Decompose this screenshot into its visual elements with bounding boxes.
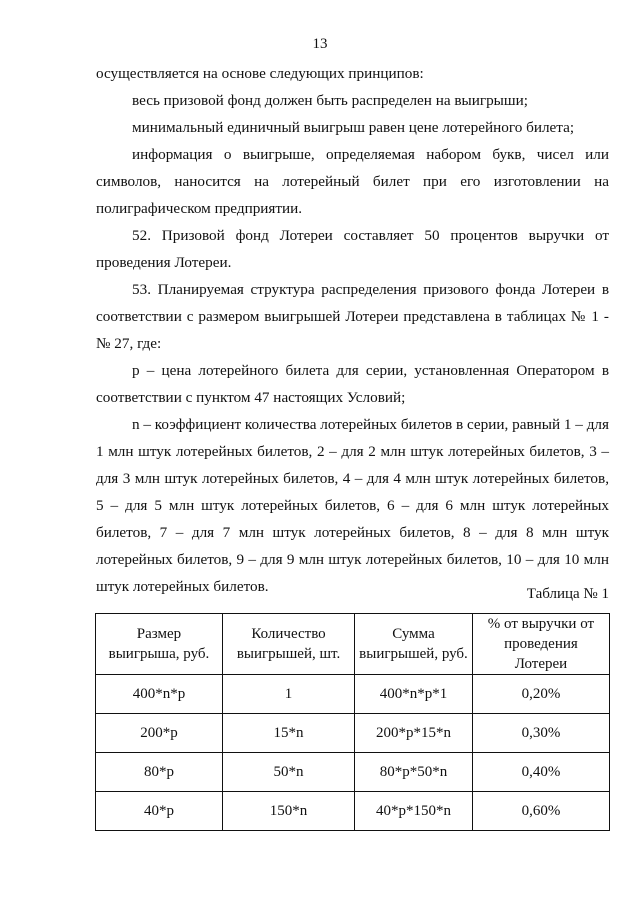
table-row: [96, 714, 610, 753]
cell-prize-sum: 80*p*50*n: [355, 753, 473, 792]
cell-prize-count: 15*n: [222, 714, 354, 753]
page-number: 13: [312, 36, 328, 52]
cell-revenue-percent: 0,20%: [472, 675, 609, 714]
cell-prize-count: 150*n: [222, 792, 354, 831]
header-prize-count: Количество выигрышей, шт.: [222, 614, 354, 675]
cell-prize-size: 80*p: [96, 753, 223, 792]
cell-prize-count: 1: [222, 675, 354, 714]
cell-prize-sum: 400*n*p*1: [355, 675, 473, 714]
paragraph-continuation: осуществляется на основе следующих принципов:: [96, 65, 424, 82]
cell-prize-size: 400*n*p: [96, 675, 223, 714]
cell-prize-size: 200*p: [96, 714, 223, 753]
table-header-row: [96, 614, 610, 675]
definition-p: p – цена лотерейного билета для серии, установленная Оператором в соответствии с пунктом 47 настоящих Условий;: [96, 362, 609, 406]
principle-item: информация о выигрыше, определяемая набором букв, чисел или символов, наносится на лотерейный билет при его изготовлении на полиграфическом предприятии.: [96, 146, 609, 217]
header-prize-size: Размер выигрыша, руб.: [96, 614, 223, 675]
body-text: [96, 60, 609, 600]
table-row: [96, 753, 610, 792]
table-caption: Таблица № 1: [526, 586, 609, 602]
definition-n: n – коэффициент количества лотерейных билетов в серии, равный 1 – для 1 млн штук лотерейных билетов, 2 – для 2 млн штук лотерейных билетов, 3 – для 3 млн штук лотерейных билетов, 4 – для 4 млн штук лотерейных билетов, 5 – для 5 млн штук лотерейных билетов, 6 – для 6 млн штук лотерейных билетов, 7 – для 7 млн штук лотерейных билетов, 8 – для 8 млн штук лотерейных билетов, 9 – для 9 млн штук лотерейных билетов, 10 – для 10 млн штук лотерейных билетов.: [96, 416, 609, 595]
cell-revenue-percent: 0,30%: [472, 714, 609, 753]
header-prize-sum: Сумма выигрышей, руб.: [355, 614, 473, 675]
table-row: [96, 792, 610, 831]
principle-item: весь призовой фонд должен быть распределен на выигрыши;: [132, 92, 528, 109]
cell-prize-sum: 40*p*150*n: [355, 792, 473, 831]
cell-revenue-percent: 0,40%: [472, 753, 609, 792]
cell-prize-count: 50*n: [222, 753, 354, 792]
header-revenue-percent: % от выручки от проведения Лотереи: [472, 614, 609, 675]
table-row: [96, 675, 610, 714]
principle-item: минимальный единичный выигрыш равен цене лотерейного билета;: [132, 119, 575, 136]
cell-revenue-percent: 0,60%: [472, 792, 609, 831]
cell-prize-size: 40*p: [96, 792, 223, 831]
clause-53: 53. Планируемая структура распределения призового фонда Лотереи в соответствии с размером выигрышей Лотереи представлена в таблицах № 1 - № 27, где:: [96, 281, 609, 352]
clause-52: 52. Призовой фонд Лотереи составляет 50 процентов выручки от проведения Лотереи.: [96, 227, 609, 271]
cell-prize-sum: 200*p*15*n: [355, 714, 473, 753]
prize-distribution-table: [95, 613, 610, 831]
